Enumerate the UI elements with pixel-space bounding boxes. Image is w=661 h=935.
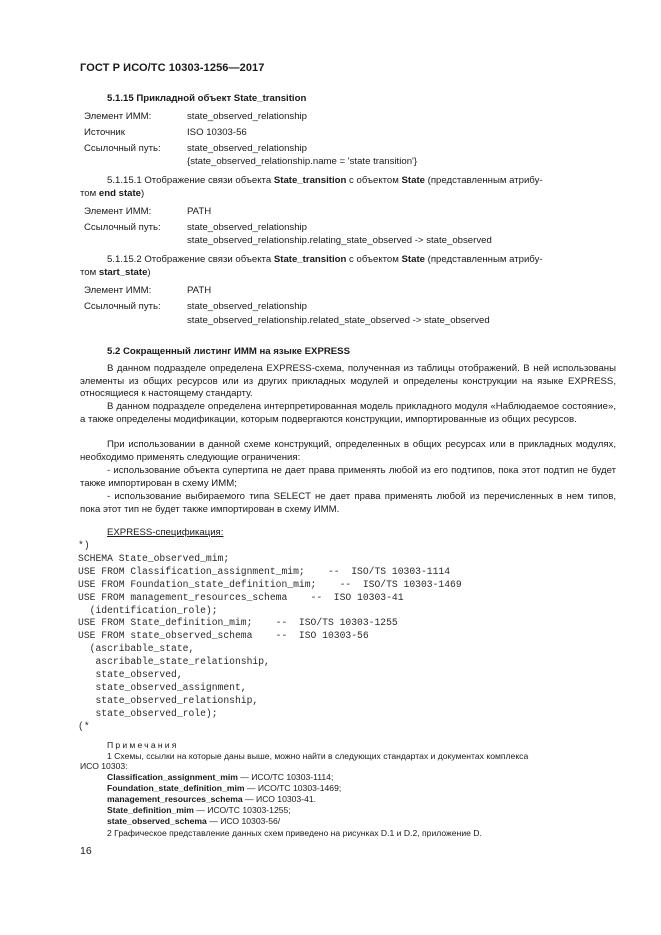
schema-ref xyxy=(107,816,280,826)
paragraph: В данном подразделе определена интерпретированная модель прикладного модуля «Наблюдаемое состояние», а также определены модификации, которым подвергаются конструкции, импортированные из общих ресурсов. xyxy=(80,401,616,425)
schema-doc: — ИСО/ТС 10303-1255; xyxy=(193,805,291,815)
schema-ref xyxy=(107,794,316,804)
kv-value: ISO 10303-56 xyxy=(187,127,247,138)
note-1-cont: ИСО 10303: xyxy=(80,761,128,771)
code-line: (identification_role); xyxy=(78,604,218,616)
schema-name: Foundation_state_definition_mim xyxy=(107,783,245,793)
code-line: (* xyxy=(78,720,90,732)
text: ) xyxy=(147,267,151,278)
kv-value: state_observed_relationship xyxy=(187,111,308,122)
text: State xyxy=(401,254,425,265)
kv-value: state_observed_relationship xyxy=(187,222,308,233)
text: end state xyxy=(98,188,142,199)
kv-label: Источник xyxy=(84,127,125,138)
note-2: 2 Графическое представление данных схем приведено на рисунках D.1 и D.2, приложение D. xyxy=(107,828,482,838)
note-1: 1 Схемы, ссылки на которые даны выше, можно найти в следующих стандартах и документах комплекса xyxy=(107,751,529,761)
code-line: USE FROM state_observed_schema -- ISO 10303-56 xyxy=(78,630,369,642)
text: 5.1.15.1 Отображение связи объекта xyxy=(107,175,274,186)
schema-name: State_definition_mim xyxy=(107,805,194,815)
code-line: state_observed_assignment, xyxy=(78,681,247,693)
schema-ref xyxy=(107,772,333,782)
code-line: *) xyxy=(78,540,90,551)
code-line: state_observed_relationship, xyxy=(78,694,259,706)
text: (представленным атрибу- xyxy=(425,254,543,265)
section-5-1-15-1-line1 xyxy=(107,175,543,188)
kv-label: Ссылочный путь: xyxy=(84,143,161,154)
kv-value-cont: {state_observed_relationship.name = 'state transition'} xyxy=(187,156,418,167)
text: start_state xyxy=(98,267,148,278)
kv-value: state_observed_relationship xyxy=(187,143,308,154)
schema-doc: — ИСО 10303-56/ xyxy=(206,816,281,826)
kv-value: PATH xyxy=(187,206,212,217)
notes-heading: Примечания xyxy=(107,740,179,750)
kv-label: Ссылочный путь: xyxy=(84,222,161,233)
kv-value-cont: state_observed_relationship.related_state_observed -> state_observed xyxy=(187,315,490,326)
text: 5.1.15.2 Отображение связи объекта xyxy=(107,254,274,265)
code-line: state_observed_role); xyxy=(78,707,218,719)
text: том xyxy=(80,267,99,278)
schema-ref xyxy=(107,783,341,793)
text: ) xyxy=(141,188,145,199)
text: (представленным атрибу- xyxy=(425,175,543,186)
schema-name: management_resources_schema xyxy=(107,794,243,804)
code-line: SCHEMA State_observed_mim; xyxy=(78,552,230,564)
section-5-2-title: 5.2 Сокращенный листинг ИММ на языке EXPRESS xyxy=(107,346,350,357)
page-number: 16 xyxy=(80,845,92,857)
list-item: - использование объекта супертипа не дает права применять любой из его подтипов, пока этот подтип не будет также импортирован в схему ИММ; xyxy=(80,465,616,489)
code-line: ascribable_state_relationship, xyxy=(78,656,270,668)
code-line: state_observed, xyxy=(78,669,183,681)
kv-value: state_observed_relationship xyxy=(187,301,308,312)
code-line: USE FROM State_definition_mim; -- ISO/TS 10303-1255 xyxy=(78,617,398,629)
section-5-1-15-title: 5.1.15 Прикладной объект State_transition xyxy=(107,93,307,104)
kv-value-cont: state_observed_relationship.relating_state_observed -> state_observed xyxy=(187,235,492,246)
express-spec-label: EXPRESS-спецификация: xyxy=(107,527,224,538)
text: том xyxy=(80,188,99,199)
code-line: (ascribable_state, xyxy=(78,643,195,655)
text: с объектом xyxy=(346,175,402,186)
text: State xyxy=(401,175,425,186)
paragraph: В данном подразделе определена EXPRESS-схема, полученная из таблицы отображений. В ней использованы элементы из общих ресурсов или из других прикладных модулей и определены конструкции на языке EXPRESS, относящиеся к настоящему стандарту. xyxy=(80,363,616,400)
schema-name: state_observed_schema xyxy=(107,816,207,826)
section-5-1-15-1-line2 xyxy=(80,188,144,201)
kv-label: Элемент ИММ: xyxy=(84,111,152,122)
text: с объектом xyxy=(346,254,402,265)
schema-ref xyxy=(107,805,291,815)
kv-label: Ссылочный путь: xyxy=(84,301,161,312)
list-item: - использование выбираемого типа SELECT не дает права применять любой из перечисленных в нем типов, пока этот тип не будет также импортирован в схему ИММ. xyxy=(80,491,616,515)
kv-label: Элемент ИММ: xyxy=(84,285,152,296)
code-line: USE FROM Classification_assignment_mim; -- ISO/TS 10303-1114 xyxy=(78,565,451,577)
text: State_transition xyxy=(273,254,347,265)
code-line: USE FROM management_resources_schema -- ISO 10303-41 xyxy=(78,591,404,603)
kv-label: Элемент ИММ: xyxy=(84,206,152,217)
express-code-block xyxy=(78,540,462,734)
schema-doc: — ИСО 10303-41. xyxy=(242,794,317,804)
paragraph: При использовании в данной схеме конструкций, определенных в общих ресурсах или в прикладных модулях, необходимо применять следующие ограничения: xyxy=(80,439,616,463)
code-line: USE FROM Foundation_state_definition_mim; -- ISO/TS 10303-1469 xyxy=(78,578,462,590)
kv-value: PATH xyxy=(187,285,212,296)
document-header: ГОСТ Р ИСО/ТС 10303-1256—2017 xyxy=(80,62,265,74)
schema-doc: — ИСО/ТС 10303-1469; xyxy=(244,783,342,793)
schema-doc: — ИСО/ТС 10303-1114; xyxy=(237,772,334,782)
schema-name: Classification_assignment_mim xyxy=(107,772,238,782)
section-5-1-15-2-line1 xyxy=(107,254,543,267)
text: State_transition xyxy=(273,175,347,186)
section-5-1-15-2-line2 xyxy=(80,267,151,280)
